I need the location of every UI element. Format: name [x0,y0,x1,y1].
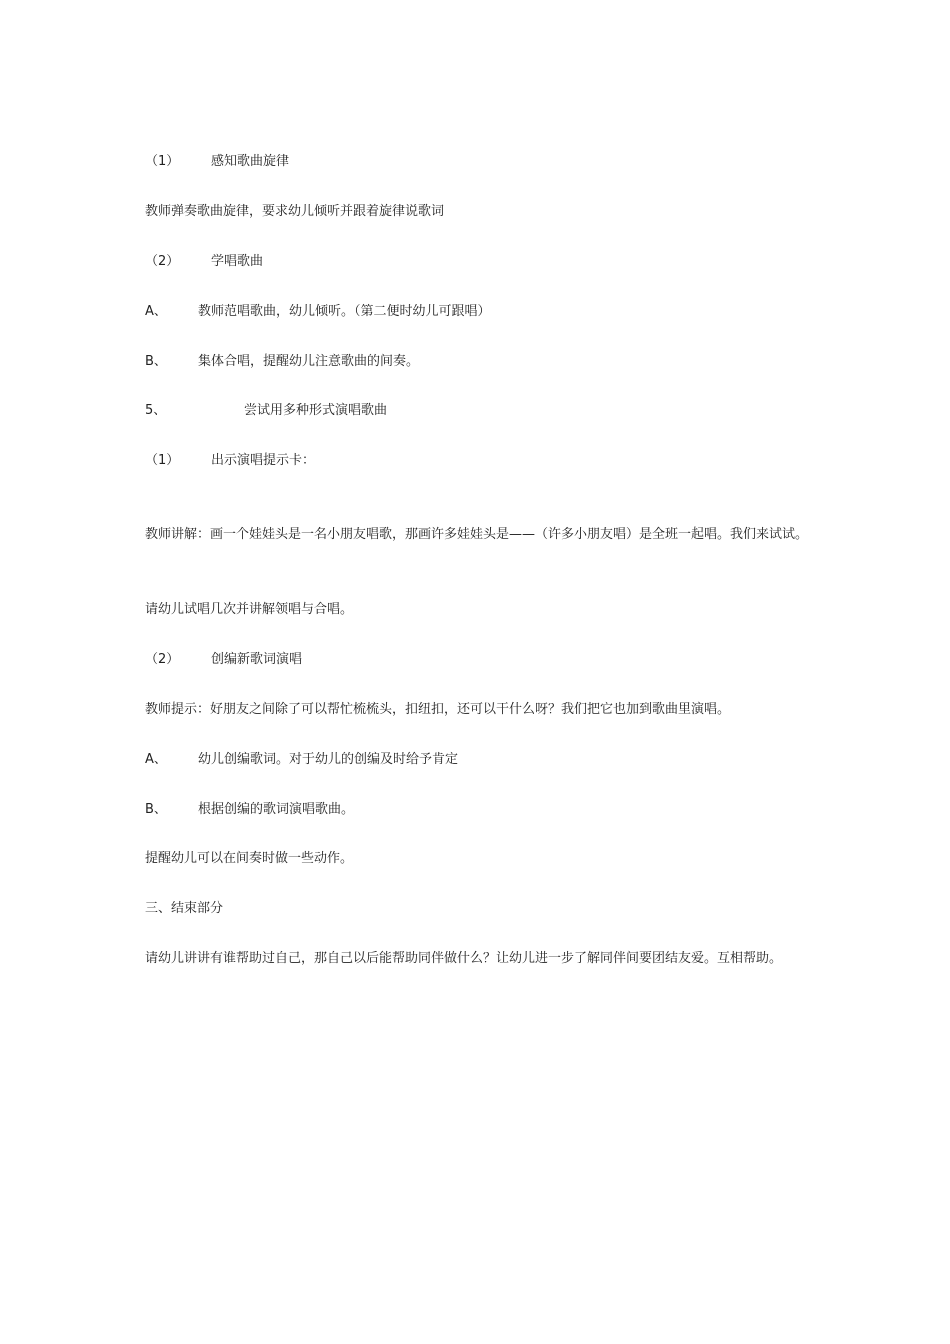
item-marker: （2） [145,254,180,269]
subsection-heading [145,448,316,473]
item-marker: 5、 [145,403,167,418]
section-heading [145,398,388,423]
item-marker: （1） [145,154,180,169]
item-marker: （1） [145,453,180,468]
item-text: 根据创编的歌词演唱歌曲。 [198,802,355,817]
item-text: 教师范唱歌曲，幼儿倾听。（第二便时幼儿可跟唱） [198,304,491,319]
paragraph: 提醒幼儿可以在间奏时做一些动作。 [145,851,354,866]
subsection-heading [145,647,303,672]
item-marker: B、 [145,802,167,817]
paragraph: 教师弹奏歌曲旋律，要求幼儿倾听并跟着旋律说歌词 [145,204,445,219]
item-text: 感知歌曲旋律 [211,154,290,169]
list-item [145,299,491,324]
item-text: 出示演唱提示卡： [211,453,316,468]
list-item [145,747,459,772]
item-text: 创编新歌词演唱 [211,652,303,667]
list-item [145,797,355,822]
item-text: 幼儿创编歌词。对于幼儿的创编及时给予肯定 [198,752,459,767]
paragraph: 教师提示：好朋友之间除了可以帮忙梳梳头，扣纽扣，还可以干什么呀？我们把它也加到歌曲里演唱。 [145,702,731,717]
item-text: 集体合唱，提醒幼儿注意歌曲的间奏。 [198,354,420,369]
item-marker: （2） [145,652,180,667]
item-marker: B、 [145,354,167,369]
item-text: 学唱歌曲 [211,254,264,269]
list-item [145,349,420,374]
subsection-heading [145,149,290,174]
paragraph: 教师讲解：画一个娃娃头是一名小朋友唱歌，那画许多娃娃头是——（许多小朋友唱）是全班一起唱。我们来试试。 [145,527,809,542]
paragraph: 请幼儿试唱几次并讲解领唱与合唱。 [145,602,354,617]
subsection-heading [145,249,264,274]
item-text: 尝试用多种形式演唱歌曲 [244,403,388,418]
section-title: 三、结束部分 [145,901,224,916]
paragraph: 请幼儿讲讲有谁帮助过自己，那自己以后能帮助同伴做什么？让幼儿进一步了解同伴间要团结友爱。互相帮助。 [145,951,783,966]
item-marker: A、 [145,304,167,319]
item-marker: A、 [145,752,167,767]
